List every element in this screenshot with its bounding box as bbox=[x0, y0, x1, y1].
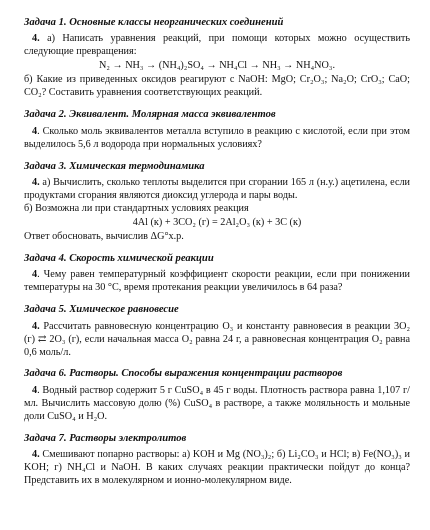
task-6-title: Задача 6. Растворы. Способы выражения концентрации растворов bbox=[24, 368, 343, 380]
task-6-number: 4 bbox=[32, 384, 38, 396]
task-2-section bbox=[24, 108, 410, 151]
task-5-title: Задача 5. Химическое равновесие bbox=[24, 304, 179, 316]
task-7-text bbox=[24, 449, 410, 488]
task-3-reaction-equation: 4Al (к) + 3CO₂ (г) = 2Al₂O₃ (к) + 3C (к) bbox=[132, 216, 302, 228]
task-5-number: 4. bbox=[32, 320, 40, 332]
task-1-part-a-text: а) Написать уравнения реакций, при помощи которых можно осуществить следующие превращения: bbox=[24, 33, 410, 58]
task-1-chain-equation: N₂ → NH₃ → (NH₄)₂SO₄ → NH₄Cl → NH₃ → NH₄NO₃. bbox=[99, 60, 335, 72]
task-3-number: 4. bbox=[32, 177, 40, 189]
task-5-body: Рассчитать равновесную концентрацию O₃ и константу равновесия в реакции 3O₂ (г) ⇄ 2O₃ (г), если начальная масса O₂ равна 24 г, а равновесная концентрация O₂ равна 0,6 моль/л. bbox=[24, 320, 410, 358]
task-4-number: 4 bbox=[32, 269, 38, 281]
task-1-title: Задача 1. Основные классы неорганических соединений bbox=[24, 17, 284, 28]
task-6-body: . Водный раствор содержит 5 г CuSO₄ в 45 г воды. Плотность раствора равна 1,107 г/мл. Вычислить массовую долю (%) CuSO₄ в растворе, а также моляльность и мольные доли CuSO₄ и H₂O. bbox=[24, 384, 410, 422]
task-2-title: Задача 2. Эквивалент. Молярная масса эквивалентов bbox=[24, 109, 276, 121]
task-4-text bbox=[24, 269, 410, 295]
task-5-text bbox=[24, 321, 410, 360]
task-2-number: 4 bbox=[32, 125, 38, 137]
task-6-text bbox=[24, 385, 410, 424]
task-4-title: Задача 4. Скорость химической реакции bbox=[24, 252, 214, 264]
task-4-section bbox=[24, 252, 410, 295]
task-3-answer-note: Ответ обосновать, вычислив ΔG°х.р. bbox=[24, 230, 184, 242]
task-4-body: . Чему равен температурный коэффициент скорости реакции, если при понижении температуры на 30 °С, время протекания реакции увеличилось в 64 раза? bbox=[24, 269, 410, 294]
task-3-part-a-text: а) Вычислить, сколько теплоты выделится при сгорании 165 л (н.у.) ацетилена, если продуктами сгорания являются диоксид углерода и пары воды. bbox=[24, 177, 410, 201]
task-3-part-b: б) Возможна ли при стандартных условиях реакция bbox=[24, 202, 249, 214]
task-1-number: 4. bbox=[32, 33, 40, 45]
task-7-title: Задача 7. Растворы электролитов bbox=[24, 432, 187, 444]
task-2-text bbox=[24, 126, 410, 152]
task-2-body: . Сколько моль эквивалентов металла вступило в реакцию с кислотой, если при этом выделилось 5,6 л водорода при нормальных условиях? bbox=[24, 125, 410, 150]
task-6-section bbox=[24, 367, 410, 423]
task-1-part-b: б) Какие из приведенных оксидов реагируют с NaOH: MgO; Cr₂O₃; Na₂O; CrO₃; CaO; CO₂? Составить уравнения соответствующих реакций. bbox=[24, 74, 410, 99]
task-7-body: Смешивают попарно растворы: а) KOH и Mg (NO₃)₂; б) Li₂CO₃ и HCl; в) Fe(NO₃)₃ и KOH; г) NH₄Cl и NaOH. В каких случаях реакции практически пойдут до конца? Представить их в молекулярном и ионно-молекулярном виде. bbox=[24, 449, 411, 487]
task-7-number: 4. bbox=[32, 449, 40, 461]
task-5-section bbox=[24, 303, 410, 359]
task-3-title: Задача 3. Химическая термодинамика bbox=[24, 160, 205, 172]
task-1-section bbox=[24, 16, 410, 100]
task-1-part-a bbox=[24, 33, 410, 59]
task-7-section bbox=[24, 432, 410, 488]
task-3-part-a bbox=[24, 177, 410, 203]
task-3-section bbox=[24, 160, 410, 244]
